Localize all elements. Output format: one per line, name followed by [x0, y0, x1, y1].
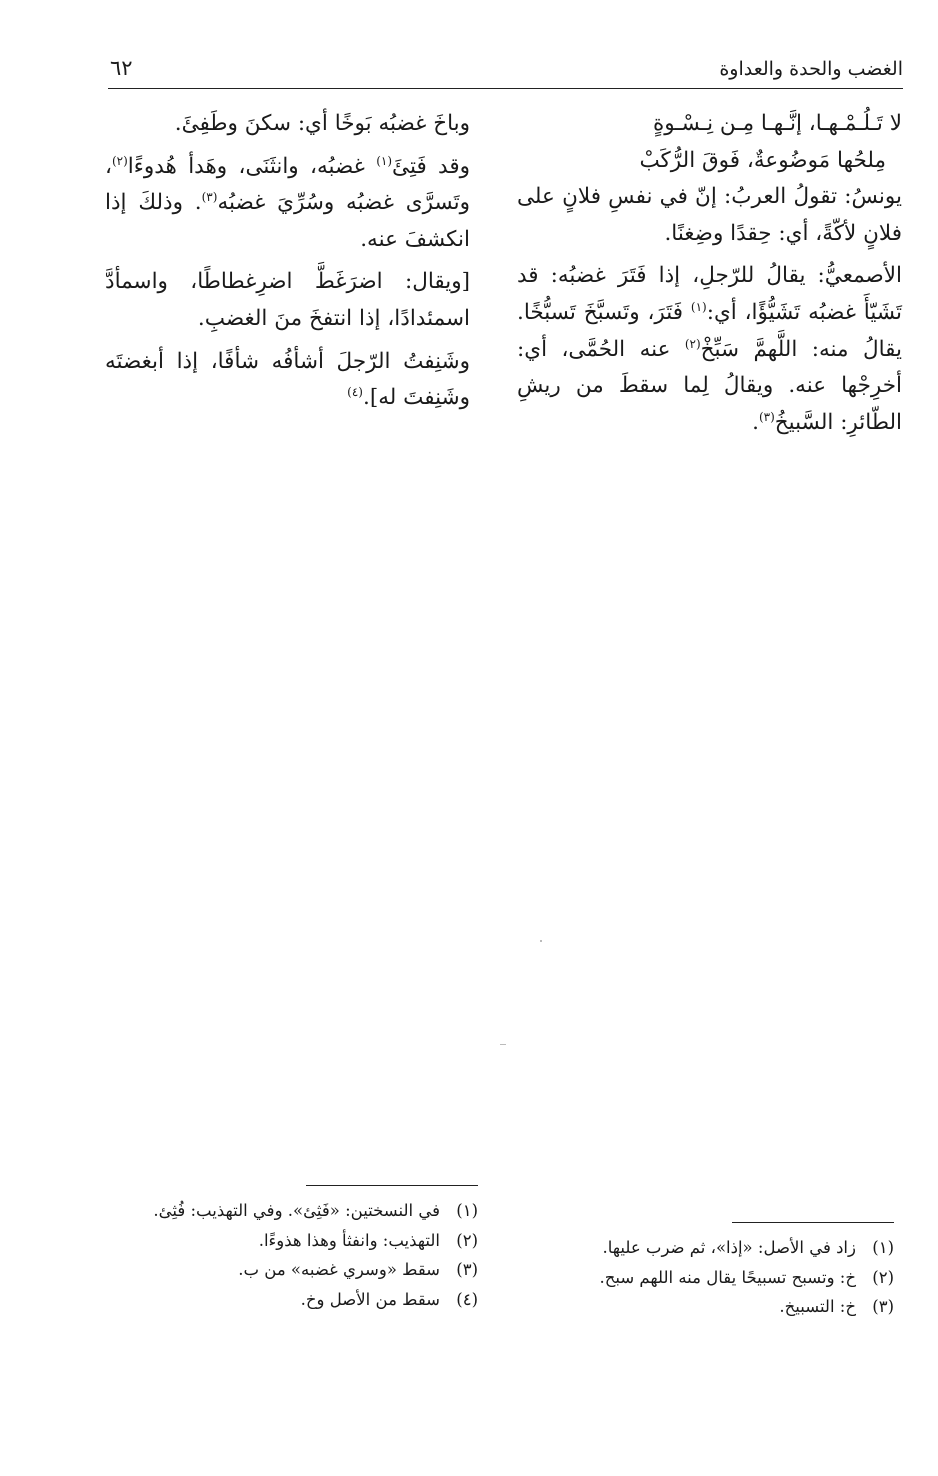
footnote-text: سقط «وسري غضبه» من ب.	[238, 1260, 440, 1279]
paragraph-text: .	[752, 409, 759, 435]
scan-speck	[540, 940, 542, 942]
footnote-item	[98, 1285, 478, 1315]
footnote-item	[98, 1196, 478, 1226]
paragraph-text: وشَنِفتُ الرّجلَ أشأفُه شأفًا، إذا أبغضتَه وشَنِفتَ له].	[105, 348, 470, 411]
footnotes-left	[98, 1185, 478, 1314]
page-number: ٦٢	[110, 56, 133, 80]
footnote-divider	[732, 1222, 894, 1223]
footnote-number: (٣)	[456, 1260, 478, 1279]
scan-speck	[500, 1044, 506, 1045]
footnote-ref: (١)	[690, 299, 707, 314]
footnote-text: زاد في الأصل: «إذا»، ثم ضرب عليها.	[602, 1238, 856, 1257]
paragraph-idragatta: [ويقال: اضرَغَطَّ اضرِغطاطًا، واسمأدَّ اسمئدادًا، إذا انتفخَ منَ الغضبِ.	[105, 269, 470, 331]
poem-verse	[517, 106, 902, 179]
page-header	[108, 52, 903, 89]
footnote-divider	[306, 1185, 478, 1186]
footnote-ref: (٢)	[684, 336, 701, 351]
paragraph-shanif	[105, 344, 470, 417]
footnote-number: (٢)	[872, 1267, 894, 1287]
footnote-number: (٤)	[456, 1289, 478, 1309]
footnote-ref: (٤)	[347, 385, 363, 399]
footnote-ref: (٢)	[111, 153, 128, 168]
paragraph-fatia	[105, 149, 470, 259]
footnote-number: (٣)	[872, 1297, 894, 1316]
footnote-ref: (٣)	[201, 190, 218, 205]
footnote-text: التهذيب: وانفثأ وهذا هذوءًا.	[258, 1230, 440, 1250]
verse-line-2: مِلحُها مَوضُوعةٌ، فَوقَ الرُّكَبْ	[639, 147, 886, 173]
left-column	[105, 106, 470, 423]
paragraph-text: فَتَرَ، وتَسبَّخَ تَسبُّخًا. يقالُ منه: اللَّهمَّ سَبِّخْ	[517, 299, 902, 362]
paragraph-text: وقد فَتِئَ	[392, 153, 470, 179]
paragraph-asmai	[517, 258, 902, 441]
footnote-text: خ: وتسبح تسبيحًا يقال منه اللهم سبح.	[599, 1267, 856, 1287]
running-title: الغضب والحدة والعداوة	[719, 58, 903, 80]
footnote-number: (٢)	[456, 1230, 478, 1250]
footnote-number: (١)	[456, 1201, 478, 1220]
footnote-text: في النسختين: «فَثِئ». وفي التهذيب: فُثِئ.	[153, 1201, 440, 1220]
right-column	[517, 106, 902, 447]
paragraph-text: ، وتَسرَّى غضبُه وسُرِّيَ غضبُه	[105, 153, 470, 216]
footnote-item	[534, 1263, 894, 1293]
footnote-item	[534, 1292, 894, 1322]
footnote-text: سقط من الأصل وخ.	[300, 1289, 440, 1309]
footnotes-right	[534, 1222, 894, 1322]
paragraph-text: الأصمعيُّ: يقالُ للرّجلِ، إذا فَتَرَ غضبُه: قد تَشَيّأَ غضبُه تَشَيُّؤًا، أي:	[517, 263, 902, 325]
verse-line-1: لا تَـلُـمْـهـا، إنَّـهـا مِـن نِـسْـوةٍ	[652, 111, 902, 136]
footnote-item	[98, 1226, 478, 1256]
footnote-number: (١)	[872, 1238, 894, 1257]
footnote-ref: (٣)	[758, 409, 775, 424]
footnote-ref: (١)	[376, 153, 393, 168]
paragraph-text: غضبُه، وانثَنَى، وهَدأ هُدوءًا	[127, 153, 377, 179]
paragraph-text: عنه الحُمَّى، أي: أخرِجْها عنه. ويقالُ لِما سقطَ من ريشِ الطّائرِ: السَّبيخُ	[517, 336, 902, 435]
footnote-text: خ: التسبيخ.	[779, 1297, 856, 1316]
paragraph-text: . وذلكَ إذا انكشفَ عنه.	[105, 190, 470, 252]
paragraph-yunus: يونسُ: تقولُ العربُ: إنّ في نفسِ فلانٍ على فلانٍ لأكّةً، أي: حِقدًا وضِغنًا.	[517, 184, 902, 246]
footnote-item	[534, 1233, 894, 1263]
paragraph-bakha: وباخَ غضبُه بَوخًا أي: سكنَ وطَفِئَ.	[174, 111, 470, 136]
footnote-item	[98, 1255, 478, 1285]
